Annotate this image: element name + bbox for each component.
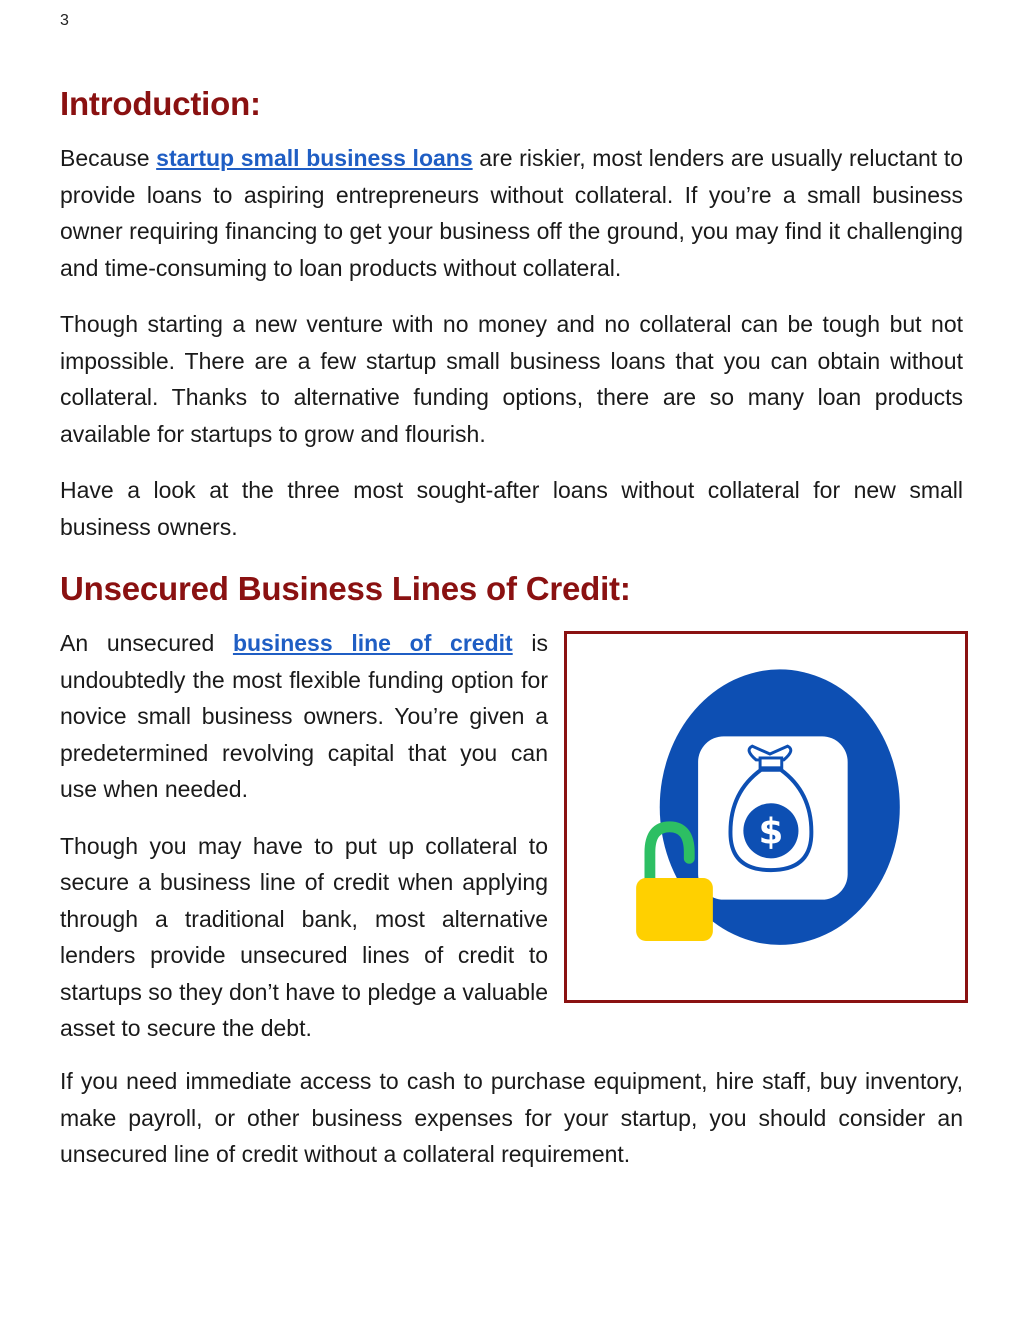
page-number: 3 — [60, 12, 69, 29]
unsecured-paragraph-3: If you need immediate access to cash to purchase equipment, hire staff, buy inventory, make payroll, or other business expenses for your startup, you should consider an unsecured line of credit without a collateral requirement. — [60, 1068, 963, 1167]
svg-text:$: $ — [758, 811, 784, 853]
line-of-credit-illustration — [564, 631, 968, 1003]
unsecured-paragraph-1: An unsecured business line of credit is undoubtedly the most flexible funding option for novice small business owners. You’re given a predetermined revolving capital that you can use when needed. — [60, 630, 549, 802]
unsecured-section — [60, 625, 963, 1063]
unsecured-text-column — [60, 625, 548, 1047]
unsecured-heading: Unsecured Business Lines of Credit: — [60, 570, 631, 607]
intro-paragraph-1: Because startup small business loans are riskier, most lenders are usually reluctant to provide loans to aspiring entrepreneurs without collateral. If you’re a small business owner requiring financing to get your business off the ground, you may find it challenging and time-consuming to loan products without collateral. — [60, 145, 963, 281]
unsecured-paragraph-2: Though you may have to put up collateral to secure a business line of credit when applying through a traditional bank, most alternative lenders provide unsecured lines of credit to startups so they don’t have to pledge a valuable asset to secure the debt. — [60, 832, 548, 1041]
introduction-heading: Introduction: — [60, 85, 261, 122]
business-line-of-credit-link[interactable]: business line of credit — [232, 630, 513, 656]
illustration-svg — [567, 634, 965, 1000]
intro-paragraph-3: Have a look at the three most sought-after loans without collateral for new small business owners. — [60, 477, 963, 540]
intro-paragraph-2: Though starting a new venture with no money and no collateral can be tough but not impossible. There are a few startup small business loans that you can obtain without collateral. Thanks to alternative funding options, there are so many loan products available for startups to grow and flourish. — [60, 311, 963, 447]
startup-loans-link[interactable]: startup small business loans — [156, 145, 473, 171]
document-content — [60, 82, 963, 1173]
